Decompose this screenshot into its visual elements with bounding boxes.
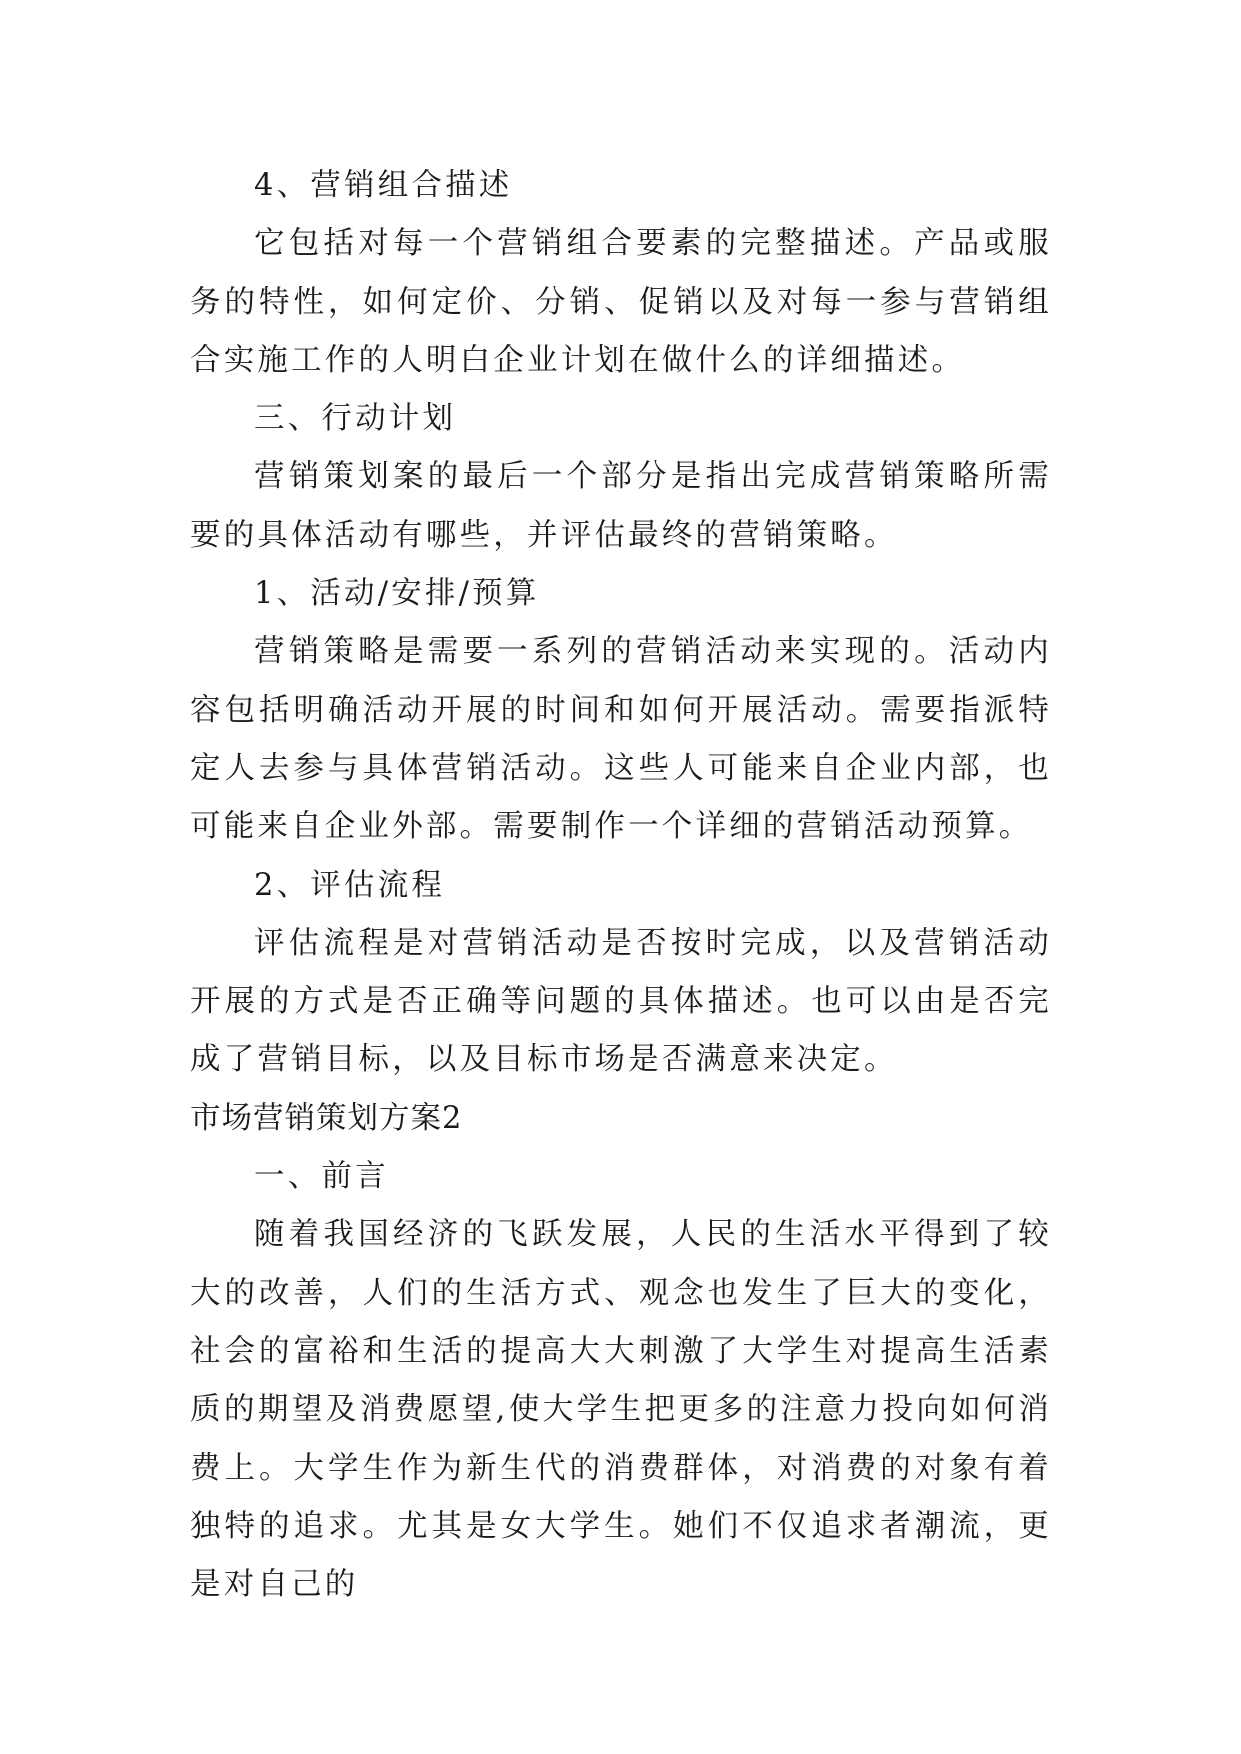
section-heading-activity-budget: 1、活动/安排/预算 — [254, 576, 540, 612]
document-title: 市场营销策划方案2 — [190, 1100, 463, 1136]
section-heading-preface: 一、前言 — [254, 1159, 389, 1195]
paragraph-preface: 随着我国经济的飞跃发展，人民的生活水平得到了较大的改善，人们的生活方式、观念也发生了巨大的变化，社会的富裕和生活的提高大大刺激了大学生对提高生活素质的期望及消费愿望,使大学生把更多的注意力投向如何消费上。大学生作为新生代的消费群体，对消费的对象有着独特的追求。尤其是女大学生。她们不仅追求者潮流，更是对自己的 — [190, 1217, 1052, 1603]
paragraph-evaluation: 评估流程是对营销活动是否按时完成，以及营销活动开展的方式是否正确等问题的具体描述。也可以由是否完成了营销目标，以及目标市场是否满意来决定。 — [190, 925, 1052, 1078]
paragraph-marketing-mix: 它包括对每一个营销组合要素的完整描述。产品或服务的特性，如何定价、分销、促销以及对每一参与营销组合实施工作的人明白企业计划在做什么的详细描述。 — [190, 226, 1052, 378]
section-heading-marketing-mix: 4、营销组合描述 — [254, 168, 513, 203]
document-body — [190, 157, 1052, 1614]
section-heading-action-plan: 三、行动计划 — [254, 401, 457, 437]
section-heading-evaluation: 2、评估流程 — [254, 867, 446, 903]
paragraph-action-plan: 营销策划案的最后一个部分是指出完成营销策略所需要的具体活动有哪些，并评估最终的营销策略。 — [190, 459, 1052, 553]
paragraph-activity-budget: 营销策略是需要一系列的营销活动来实现的。活动内容包括明确活动开展的时间和如何开展活动。需要指派特定人去参与具体营销活动。这些人可能来自企业内部，也可能来自企业外部。需要制作一个详细的营销活动预算。 — [190, 634, 1052, 845]
